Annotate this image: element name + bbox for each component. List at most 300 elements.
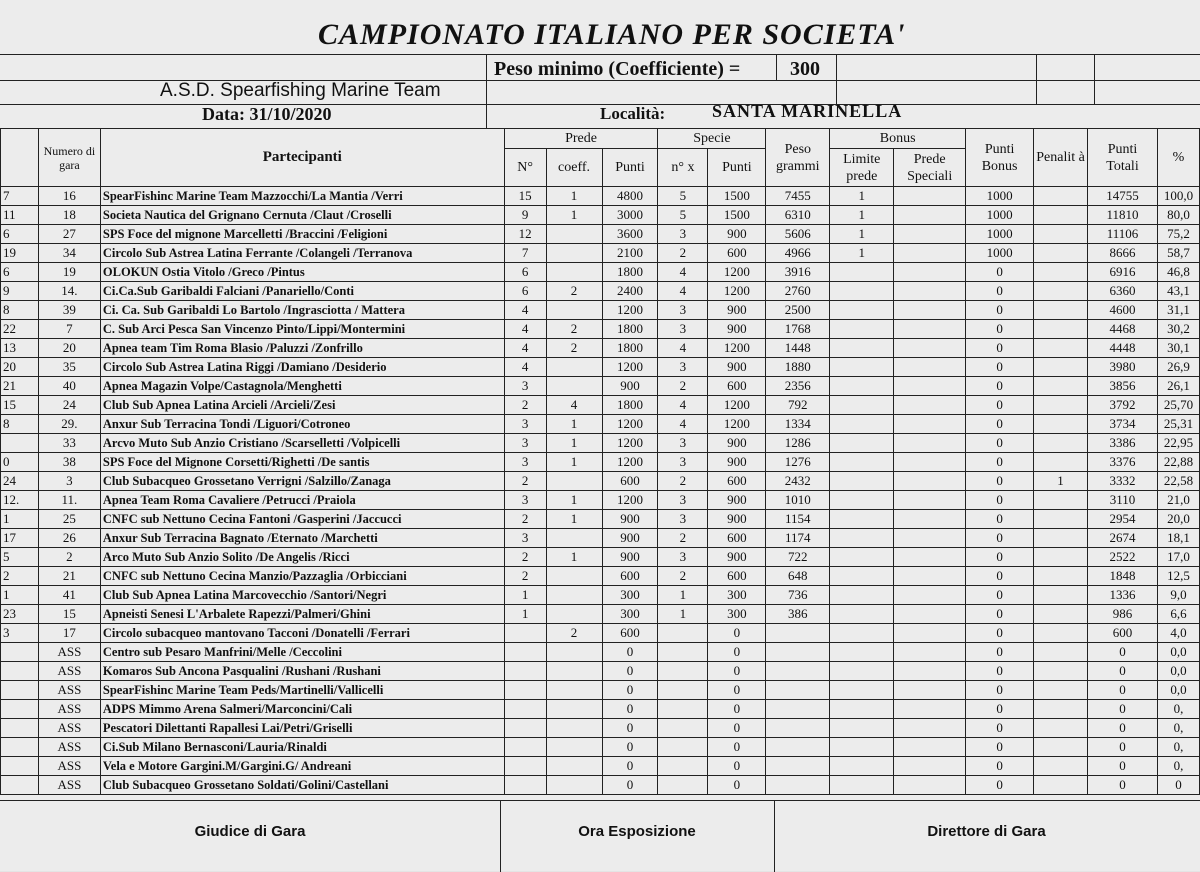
row-specie-punti: 900 [708,548,766,567]
row-specie-punti: 0 [708,624,766,643]
row-prede-coeff: 2 [546,339,602,358]
specie-nx-header: n° x [658,149,708,187]
row-partecipanti: Club Sub Apnea Latina Arcieli /Arcieli/Zesi [100,396,504,415]
row-prede-n: 15 [504,187,546,206]
row-prede-punti: 0 [602,662,658,681]
row-prede-coeff: 1 [546,187,602,206]
row-punti-bonus: 0 [966,320,1034,339]
row-punti-bonus: 1000 [966,244,1034,263]
row-peso: 1768 [766,320,830,339]
row-numero-gara: 18 [38,206,100,225]
row-percent: 0, [1157,719,1199,738]
row-prede-punti: 0 [602,776,658,795]
row-limite-prede [830,320,894,339]
row-punti-bonus: 0 [966,434,1034,453]
row-specie-n: 3 [658,301,708,320]
row-position: 20 [1,358,39,377]
divider [0,54,1200,55]
competition-date: Data: 31/10/2020 [202,104,332,124]
row-prede-n: 9 [504,206,546,225]
row-peso [766,643,830,662]
row-specie-punti: 900 [708,225,766,244]
prede-speciali-header: Prede Speciali [894,149,966,187]
row-specie-n: 1 [658,586,708,605]
row-percent: 58,7 [1157,244,1199,263]
row-penalita [1034,624,1088,643]
row-punti-bonus: 0 [966,662,1034,681]
row-prede-punti: 300 [602,605,658,624]
row-prede-n [504,624,546,643]
row-partecipanti: Club Sub Apnea Latina Marcovecchio /Santori/Negri [100,586,504,605]
row-percent: 22,95 [1157,434,1199,453]
row-punti-totali: 986 [1088,605,1158,624]
row-prede-coeff: 2 [546,320,602,339]
table-row [1,453,1200,472]
row-prede-punti: 0 [602,643,658,662]
row-prede-speciali [894,643,966,662]
row-prede-n [504,643,546,662]
row-numero-gara: 19 [38,263,100,282]
row-position [1,434,39,453]
row-prede-speciali [894,358,966,377]
row-prede-coeff: 1 [546,434,602,453]
row-position: 0 [1,453,39,472]
row-prede-coeff [546,263,602,282]
row-limite-prede: 1 [830,244,894,263]
divider [836,54,837,104]
row-peso: 1154 [766,510,830,529]
row-punti-totali: 4448 [1088,339,1158,358]
row-peso: 2500 [766,301,830,320]
row-limite-prede [830,529,894,548]
row-punti-totali: 1848 [1088,567,1158,586]
row-peso: 1334 [766,415,830,434]
row-limite-prede: 1 [830,225,894,244]
row-partecipanti: Arco Muto Sub Anzio Solito /De Angelis /Ricci [100,548,504,567]
row-limite-prede [830,434,894,453]
row-limite-prede [830,605,894,624]
row-punti-totali: 2674 [1088,529,1158,548]
row-peso: 1010 [766,491,830,510]
row-prede-punti: 4800 [602,187,658,206]
row-penalita [1034,377,1088,396]
row-position: 1 [1,586,39,605]
row-numero-gara: ASS [38,662,100,681]
row-specie-punti: 1200 [708,339,766,358]
row-prede-n: 6 [504,263,546,282]
row-prede-n: 4 [504,301,546,320]
row-prede-coeff [546,529,602,548]
row-penalita [1034,548,1088,567]
row-prede-n [504,662,546,681]
row-numero-gara: 2 [38,548,100,567]
row-specie-n: 3 [658,510,708,529]
row-prede-n: 3 [504,434,546,453]
row-punti-totali: 4600 [1088,301,1158,320]
row-numero-gara: 21 [38,567,100,586]
row-specie-n: 2 [658,567,708,586]
row-partecipanti: C. Sub Arci Pesca San Vincenzo Pinto/Lippi/Montermini [100,320,504,339]
row-prede-speciali [894,377,966,396]
row-specie-n: 4 [658,282,708,301]
row-prede-n: 2 [504,567,546,586]
row-specie-n: 4 [658,396,708,415]
row-specie-punti: 300 [708,605,766,624]
row-prede-speciali [894,586,966,605]
table-row [1,244,1200,263]
row-position [1,662,39,681]
row-specie-punti: 0 [708,662,766,681]
row-prede-speciali [894,605,966,624]
row-prede-coeff: 1 [546,491,602,510]
row-specie-punti: 0 [708,719,766,738]
row-penalita [1034,529,1088,548]
row-prede-coeff [546,244,602,263]
row-peso [766,738,830,757]
row-penalita [1034,700,1088,719]
row-punti-totali: 0 [1088,643,1158,662]
row-peso: 722 [766,548,830,567]
row-percent: 17,0 [1157,548,1199,567]
row-prede-n: 2 [504,396,546,415]
row-numero-gara: 7 [38,320,100,339]
row-percent: 0,0 [1157,662,1199,681]
row-peso: 7455 [766,187,830,206]
row-numero-gara: 27 [38,225,100,244]
row-specie-n: 3 [658,453,708,472]
row-specie-punti: 1200 [708,415,766,434]
row-punti-totali: 8666 [1088,244,1158,263]
limite-prede-header: Limite prede [830,149,894,187]
specie-header: Specie [658,129,766,149]
row-penalita [1034,776,1088,795]
row-numero-gara: 17 [38,624,100,643]
row-prede-coeff: 1 [546,206,602,225]
row-limite-prede [830,301,894,320]
row-partecipanti: Apnea Magazin Volpe/Castagnola/Menghetti [100,377,504,396]
bonus-header: Bonus [830,129,966,149]
row-penalita [1034,301,1088,320]
row-limite-prede [830,358,894,377]
row-punti-totali: 11106 [1088,225,1158,244]
table-row [1,719,1200,738]
row-percent: 0, [1157,700,1199,719]
row-numero-gara: 24 [38,396,100,415]
row-limite-prede [830,472,894,491]
row-specie-n: 5 [658,187,708,206]
row-position: 17 [1,529,39,548]
percent-header: % [1157,129,1199,187]
row-punti-totali: 600 [1088,624,1158,643]
row-specie-n: 2 [658,244,708,263]
row-specie-n [658,719,708,738]
row-prede-n: 3 [504,529,546,548]
row-prede-speciali [894,206,966,225]
row-prede-n: 2 [504,548,546,567]
table-row [1,776,1200,795]
row-prede-punti: 1200 [602,434,658,453]
table-row [1,586,1200,605]
row-partecipanti: Circolo Sub Astrea Latina Ferrante /Colangeli /Terranova [100,244,504,263]
row-limite-prede [830,700,894,719]
row-prede-coeff [546,643,602,662]
row-position: 23 [1,605,39,624]
row-percent: 12,5 [1157,567,1199,586]
row-prede-coeff [546,225,602,244]
row-prede-coeff [546,662,602,681]
row-prede-coeff [546,472,602,491]
row-prede-speciali [894,738,966,757]
row-peso: 736 [766,586,830,605]
row-prede-speciali [894,510,966,529]
row-specie-punti: 900 [708,434,766,453]
row-position [1,738,39,757]
row-penalita: 1 [1034,472,1088,491]
row-punti-bonus: 0 [966,738,1034,757]
row-punti-bonus: 0 [966,415,1034,434]
row-prede-n: 7 [504,244,546,263]
row-peso [766,624,830,643]
row-percent: 0,0 [1157,643,1199,662]
row-punti-bonus: 0 [966,681,1034,700]
row-partecipanti: CNFC sub Nettuno Cecina Fantoni /Gasperini /Jaccucci [100,510,504,529]
row-punti-totali: 3376 [1088,453,1158,472]
row-prede-punti: 1800 [602,339,658,358]
row-numero-gara: 39 [38,301,100,320]
row-limite-prede [830,681,894,700]
prede-header: Prede [504,129,658,149]
row-specie-n: 2 [658,377,708,396]
row-percent: 22,58 [1157,472,1199,491]
row-limite-prede [830,396,894,415]
row-numero-gara: ASS [38,757,100,776]
row-punti-bonus: 0 [966,396,1034,415]
table-row [1,700,1200,719]
row-percent: 9,0 [1157,586,1199,605]
row-prede-coeff [546,605,602,624]
row-punti-totali: 0 [1088,700,1158,719]
row-specie-n [658,757,708,776]
row-prede-coeff [546,301,602,320]
row-percent: 21,0 [1157,491,1199,510]
row-percent: 20,0 [1157,510,1199,529]
row-prede-punti: 1200 [602,301,658,320]
row-partecipanti: Arcvo Muto Sub Anzio Cristiano /Scarselletti /Volpicelli [100,434,504,453]
row-penalita [1034,339,1088,358]
row-percent: 43,1 [1157,282,1199,301]
row-penalita [1034,206,1088,225]
row-penalita [1034,510,1088,529]
row-prede-n: 3 [504,453,546,472]
table-row [1,339,1200,358]
row-punti-bonus: 0 [966,700,1034,719]
row-partecipanti: SPS Foce del mignone Marcelletti /Braccini /Feligioni [100,225,504,244]
row-punti-totali: 14755 [1088,187,1158,206]
row-specie-punti: 900 [708,301,766,320]
row-penalita [1034,605,1088,624]
row-prede-punti: 1800 [602,396,658,415]
row-prede-speciali [894,339,966,358]
row-prede-punti: 1200 [602,358,658,377]
punti-totali-header: Punti Totali [1088,129,1158,187]
row-position: 9 [1,282,39,301]
row-partecipanti: CNFC sub Nettuno Cecina Manzio/Pazzaglia /Orbicciani [100,567,504,586]
row-punti-bonus: 0 [966,358,1034,377]
row-peso: 3916 [766,263,830,282]
row-penalita [1034,434,1088,453]
row-partecipanti: Anxur Sub Terracina Bagnato /Eternato /Marchetti [100,529,504,548]
row-numero-gara: 33 [38,434,100,453]
row-prede-punti: 1800 [602,320,658,339]
table-row [1,681,1200,700]
row-partecipanti: Ci. Ca. Sub Garibaldi Lo Bartolo /Ingrasciotta / Mattera [100,301,504,320]
row-specie-n: 2 [658,529,708,548]
page-title: CAMPIONATO ITALIANO PER SOCIETA' [318,18,906,51]
row-numero-gara: 25 [38,510,100,529]
row-punti-totali: 0 [1088,738,1158,757]
divider [486,54,487,128]
row-prede-n: 12 [504,225,546,244]
row-prede-punti: 600 [602,567,658,586]
row-prede-coeff [546,738,602,757]
row-punti-totali: 3110 [1088,491,1158,510]
row-percent: 30,1 [1157,339,1199,358]
row-punti-bonus: 0 [966,301,1034,320]
row-penalita [1034,415,1088,434]
row-prede-coeff: 1 [546,548,602,567]
row-specie-punti: 600 [708,377,766,396]
row-prede-speciali [894,529,966,548]
table-row [1,472,1200,491]
table-row [1,415,1200,434]
row-prede-coeff: 2 [546,624,602,643]
row-punti-totali: 2954 [1088,510,1158,529]
row-peso: 2356 [766,377,830,396]
row-prede-n [504,757,546,776]
row-penalita [1034,187,1088,206]
row-prede-coeff: 1 [546,510,602,529]
row-specie-n [658,738,708,757]
row-limite-prede [830,776,894,795]
row-position: 5 [1,548,39,567]
row-punti-bonus: 0 [966,263,1034,282]
row-percent: 46,8 [1157,263,1199,282]
row-punti-bonus: 0 [966,643,1034,662]
row-prede-speciali [894,776,966,795]
row-position: 11 [1,206,39,225]
penalita-header: Penalit à [1034,129,1088,187]
row-prede-coeff: 1 [546,453,602,472]
row-specie-punti: 1500 [708,206,766,225]
table-row [1,738,1200,757]
row-specie-n [658,681,708,700]
row-percent: 4,0 [1157,624,1199,643]
row-prede-punti: 0 [602,719,658,738]
row-specie-n [658,643,708,662]
row-prede-speciali [894,225,966,244]
row-percent: 31,1 [1157,301,1199,320]
row-partecipanti: Vela e Motore Gargini.M/Gargini.G/ Andreani [100,757,504,776]
row-prede-coeff [546,719,602,738]
row-specie-n: 4 [658,415,708,434]
row-prede-speciali [894,396,966,415]
row-position: 8 [1,415,39,434]
row-punti-bonus: 0 [966,377,1034,396]
row-prede-speciali [894,472,966,491]
row-partecipanti: Apneisti Senesi L'Arbalete Rapezzi/Palmeri/Ghini [100,605,504,624]
row-position: 24 [1,472,39,491]
row-percent: 0, [1157,757,1199,776]
row-numero-gara: 20 [38,339,100,358]
row-peso: 1880 [766,358,830,377]
row-position [1,643,39,662]
row-peso [766,719,830,738]
row-punti-bonus: 0 [966,586,1034,605]
row-peso: 2760 [766,282,830,301]
numero-gara-header: Numero di gara [38,129,100,187]
pos-header [1,129,39,187]
row-numero-gara: ASS [38,681,100,700]
row-prede-coeff: 1 [546,415,602,434]
row-prede-punti: 900 [602,548,658,567]
row-punti-bonus: 0 [966,605,1034,624]
row-punti-totali: 0 [1088,719,1158,738]
row-prede-speciali [894,282,966,301]
row-prede-coeff [546,567,602,586]
row-prede-n [504,681,546,700]
row-limite-prede [830,738,894,757]
peso-minimo-label: Peso minimo (Coefficiente) = [494,58,741,80]
row-punti-totali: 3386 [1088,434,1158,453]
results-body [1,187,1200,795]
row-punti-bonus: 1000 [966,187,1034,206]
row-percent: 26,9 [1157,358,1199,377]
row-partecipanti: SpearFishinc Marine Team Mazzocchi/La Mantia /Verri [100,187,504,206]
row-penalita [1034,586,1088,605]
row-peso [766,757,830,776]
row-prede-punti: 0 [602,738,658,757]
row-prede-n: 3 [504,377,546,396]
table-row [1,396,1200,415]
row-punti-bonus: 0 [966,776,1034,795]
row-limite-prede [830,491,894,510]
row-punti-totali: 3332 [1088,472,1158,491]
row-numero-gara: 11. [38,491,100,510]
row-peso: 648 [766,567,830,586]
row-position: 13 [1,339,39,358]
row-punti-bonus: 0 [966,624,1034,643]
table-row [1,757,1200,776]
row-prede-punti: 900 [602,529,658,548]
row-specie-n [658,624,708,643]
row-position [1,776,39,795]
row-numero-gara: ASS [38,700,100,719]
row-prede-punti: 3000 [602,206,658,225]
row-partecipanti: Komaros Sub Ancona Pasqualini /Rushani /Rushani [100,662,504,681]
row-position: 8 [1,301,39,320]
table-row [1,320,1200,339]
row-specie-n: 1 [658,605,708,624]
row-prede-punti: 1200 [602,415,658,434]
table-row [1,491,1200,510]
row-punti-bonus: 0 [966,529,1034,548]
row-prede-punti: 1200 [602,453,658,472]
table-row [1,206,1200,225]
row-penalita [1034,757,1088,776]
row-specie-n: 5 [658,206,708,225]
row-penalita [1034,662,1088,681]
row-penalita [1034,225,1088,244]
